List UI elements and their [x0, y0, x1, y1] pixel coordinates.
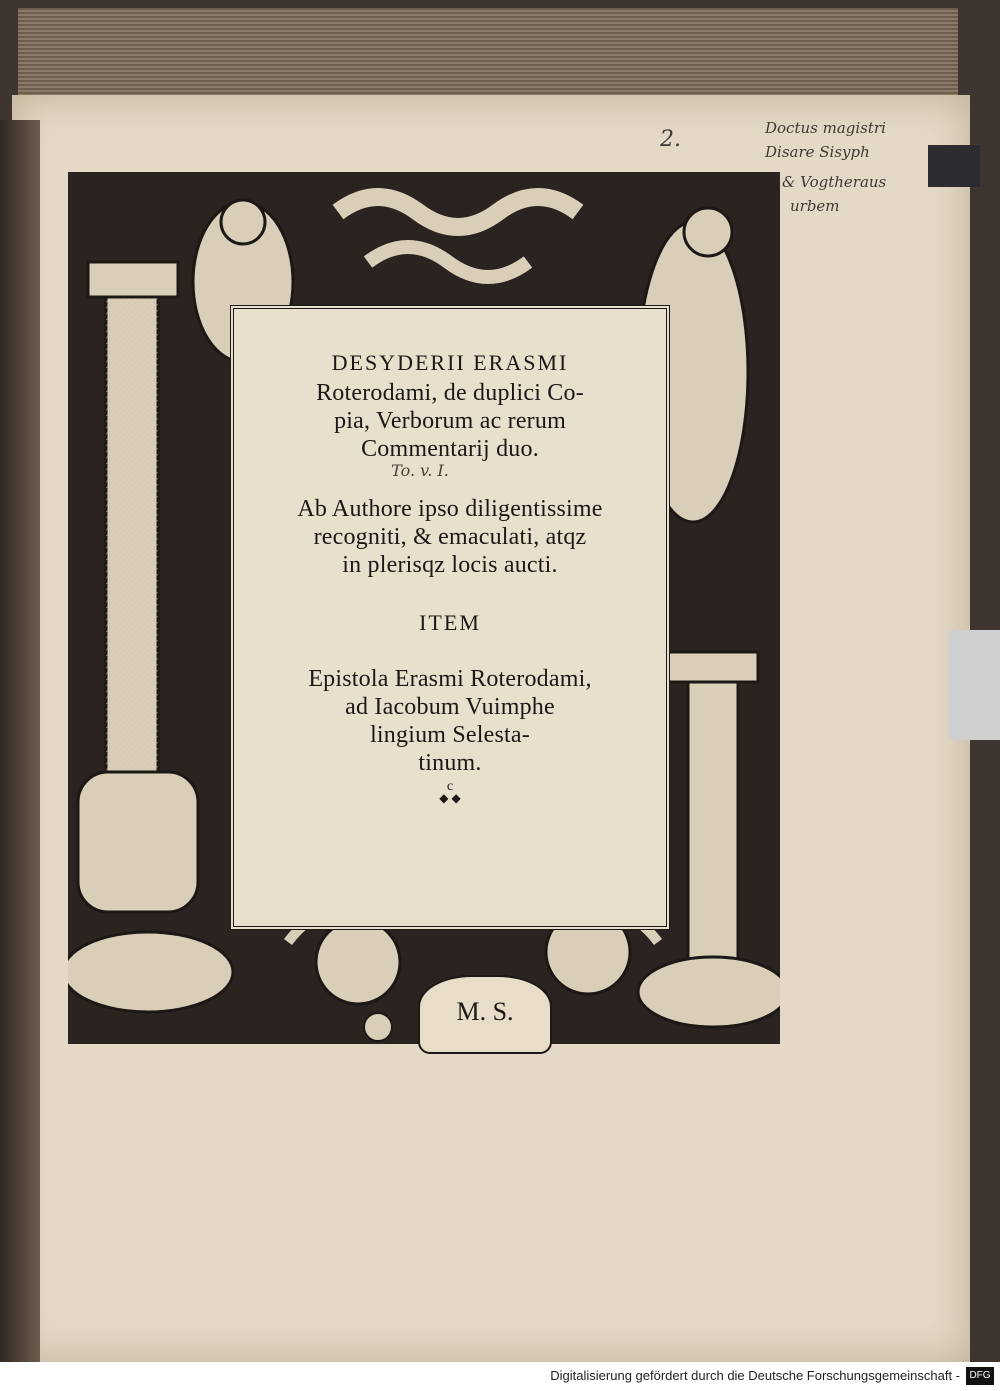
title-line-2: Roterodami, de duplici Co-: [316, 380, 584, 406]
epistola-line-2: ad Iacobum Vuimphe: [345, 694, 555, 720]
marginal-note-1: Doctus magistri: [765, 119, 886, 137]
marginal-note-4: urbem: [790, 197, 840, 215]
marginal-note-3: & Vogtheraus: [782, 173, 887, 191]
funding-credit: Digitalisierung gefördert durch die Deutsche Forschungsgemeinschaft -: [550, 1368, 960, 1383]
marginal-number: 2.: [660, 127, 681, 152]
epistola-line-4: tinum.: [418, 750, 482, 776]
title-line-3: pia, Verborum ac rerum: [334, 408, 566, 434]
subtitle-line-2: recogniti, & emaculati, atqz: [313, 524, 587, 550]
footer-bar: [0, 1362, 1000, 1391]
subtitle-line-1: Ab Authore ipso diligentissime: [297, 496, 603, 522]
printer-cartouche: [418, 975, 552, 1054]
subtitle-line-3: in plerisqz locis aucti.: [342, 552, 558, 578]
epistola-line-3: lingium Selesta-: [370, 722, 530, 748]
title-line-4: Commentarij duo.: [361, 436, 539, 462]
dfg-logo-icon: DFG: [966, 1367, 994, 1385]
ornament-dots: ◆ ◆: [439, 791, 461, 805]
printer-initials: M. S.: [456, 997, 514, 1026]
handwritten-inline-note: To. v. I.: [391, 461, 449, 480]
item-heading: ITEM: [419, 610, 481, 635]
title-text-frame: [230, 305, 670, 930]
epistola-line-1: Epistola Erasmi Roterodami,: [308, 666, 592, 692]
marginal-note-2: Disare Sisyph: [765, 143, 870, 161]
page-clip: [948, 630, 1000, 740]
book-spine: [0, 120, 40, 1362]
color-tab: [928, 145, 980, 187]
title-line-1: DESYDERII ERASMI: [331, 350, 569, 375]
signature-mark: c: [446, 779, 454, 794]
